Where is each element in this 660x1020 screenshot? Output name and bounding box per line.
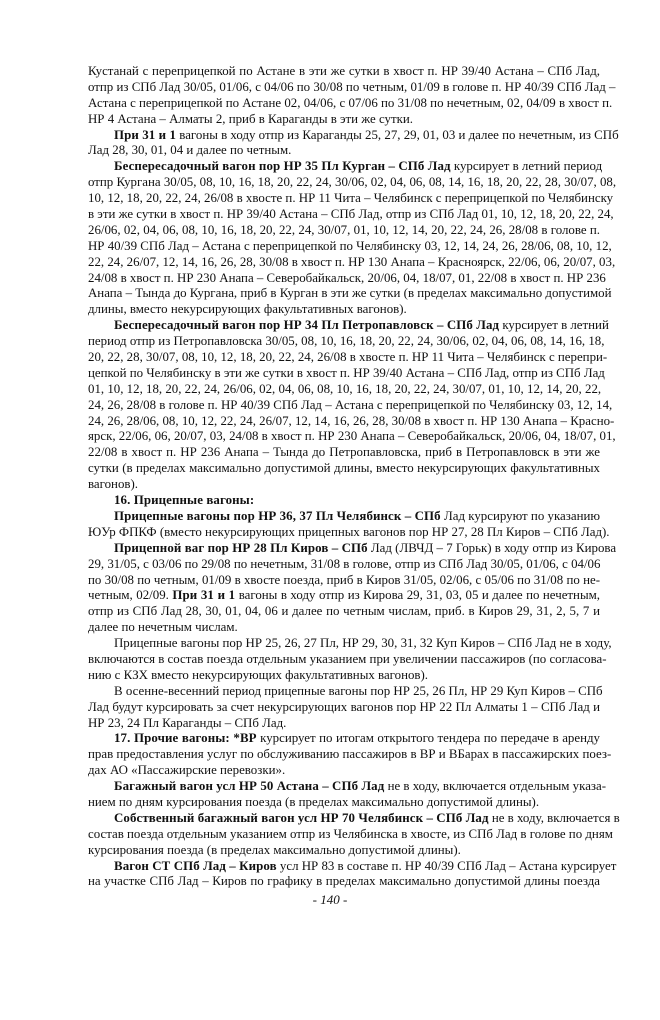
text-run: ЮУр ФПКФ (вместо некурсирующих прицепных вагонов пор НР 27, 28 Пл Киров – СПб Лад). (88, 524, 610, 539)
text-line (88, 64, 600, 80)
text-run: 10, 12, 18, 20, 22, 24, 26/08 в хвосте п. НР 11 Чита – Челябинск с переприцепкой по Челябинску (88, 191, 614, 206)
text-line (88, 668, 600, 684)
text-line (88, 493, 600, 509)
text-line (88, 651, 607, 668)
text-line (88, 286, 612, 302)
text-line (88, 573, 600, 589)
text-line (88, 826, 613, 843)
bold-text: Прицепной ваг пор НР 28 Пл Киров – СПб (114, 540, 368, 555)
text-line (88, 429, 616, 445)
text-run: 29, 31/05, с 03/06 по 29/08 по нечетным, 31/08 в голове, отпр из СПб Лад 30/05, 01/06, с 04/06 (88, 556, 601, 571)
text-run: период отпр из Петропавловска 30/05, 08, 10, 16, 18, 20, 22, 24, 30/06, 02, 04, 06, 08, 14, 16, 18, (88, 334, 605, 349)
text-line (88, 207, 614, 223)
text-line (88, 795, 600, 811)
bold-text: Вагон СТ СПб Лад – Киров (114, 858, 277, 873)
text-run: прав предоставления услуг по обслуживанию пассажиров в ВР и ВБарах в пассажирских поез- (88, 747, 612, 762)
text-line (88, 763, 600, 779)
text-run: отпр из СПб Лад 28, 30, 01, 04, 06 и далее по четным числам, приб. в Киров 29, 31, 2, 5, 7 и (88, 604, 600, 619)
text-line (88, 858, 617, 875)
text-line (88, 143, 600, 159)
text-line (88, 159, 603, 175)
bold-text: 17. Прочие вагоны: *ВР (114, 731, 257, 746)
text-run: Прицепные вагоны пор НР 25, 26, 27 Пл, НР 29, 30, 31, 32 Куп Киров – СПб Лад не в ходу, (114, 636, 612, 651)
text-line (88, 191, 614, 207)
text-run: Лад (ЛВЧД – 7 Горьк) в ходу отпр из Кирова (367, 540, 617, 555)
text-run: четным, 02/09. (88, 588, 173, 603)
text-run: не в ходу, включается отдельным указа- (384, 779, 607, 794)
text-run: 24/08 в хвост п. НР 230 Анапа – Северобайкальск, 20/06, 04, 18/07, 01, 22/08 в хвост п. НР 236 (88, 270, 606, 285)
text-run: 22, 24, 26/07, 12, 14, 16, 26, 28, 30/08 в хвост п. НР 130 Анапа – Красноярск, 22/06, 06, 20/07, 03, (88, 254, 616, 269)
text-line (88, 95, 613, 112)
text-run: не в ходу, включается в (488, 810, 620, 825)
text-run: дах АО «Пассажирские перевозки». (88, 763, 286, 778)
text-run: 26/06, 02, 04, 06, 08, 10, 16, 18, 20, 22, 24, 30/07, 01, 10, 12, 14, 20, 22, 24, 26, 28/08 в голове п. (88, 222, 600, 237)
text-run: 20, 22, 28, 30/07, 08, 10, 12, 18, 20, 22, 24, 26/08 в хвосте п. НР 11 Чита – Челябинск с перепри- (88, 350, 608, 365)
text-line (88, 509, 600, 525)
bold-text: Багажный вагон усл НР 50 Астана – СПб Лад (114, 779, 385, 794)
text-run: вагонов). (88, 477, 138, 492)
text-line (88, 302, 600, 318)
text-line (88, 175, 617, 191)
text-line (88, 79, 616, 96)
text-line (88, 731, 600, 747)
text-run: далее по нечетным числам. (88, 620, 238, 635)
text-run: включаются в состав поезда отдельным указанием при увеличении пассажиров (по согласова- (88, 651, 607, 666)
text-run: в эти же сутки в хвост п. НР 39/40 Астана – СПб Лад, отпр из СПб Лад 01, 10, 12, 18, 20, 22, 24, (88, 207, 614, 222)
text-run: отпр Кургана 30/05, 08, 10, 16, 18, 20, 22, 24, 30/06, 02, 04, 06, 08, 14, 16, 18, 20, 22, 28, 30/07, 08, (88, 175, 617, 190)
text-line (88, 477, 600, 493)
text-line (88, 810, 620, 827)
text-run: отпр из СПб Лад 30/05, 01/06, с 04/06 по 30/08 по четным, 01/09 в голове п. НР 40/39 СПб Лад – (88, 79, 616, 94)
text-run: курсирует по итогам открытого тендера по передаче в аренду (256, 731, 601, 746)
text-line (88, 270, 606, 287)
text-line (88, 112, 600, 128)
text-run: В осенне-весенний период прицепные вагоны пор НР 25, 26 Пл, НР 29 Куп Киров – СПб (114, 683, 603, 698)
text-run: вагоны в ходу отпр из Караганды 25, 27, 29, 01, 03 и далее по нечетным, из СПб (176, 127, 619, 142)
text-run: Кустанай с переприцепкой по Астане в эти же сутки в хвост п. НР 39/40 Астана – СПб Лад, (88, 64, 600, 78)
text-line (88, 238, 612, 255)
text-line (88, 445, 600, 461)
text-line (88, 524, 610, 541)
text-line (88, 700, 600, 716)
text-line (88, 604, 600, 620)
text-run: 24, 26, 28/08 в голове п. НР 40/39 СПб Лад – Астана с переприцепкой по Челябинску 03, 12, 14, (88, 397, 613, 412)
text-run: усл НР 83 в составе п. НР 40/39 СПб Лад – Астана курсирует (276, 858, 617, 873)
text-run: НР 23, 24 Пл Караганды – СПб Лад. (88, 715, 287, 730)
text-line (88, 636, 612, 652)
document-body (88, 64, 620, 890)
text-run: 22/08 в хвост п. НР 236 Анапа – Тында до Петропавловска, приб в Петропавловск в эти же (88, 445, 600, 460)
text-run: курсирования поезда (в пределах максимально допустимой длины). (88, 842, 461, 857)
bold-text: Беспересадочный вагон пор НР 35 Пл Курган – СПб Лад (114, 159, 451, 174)
text-run: Лад будут курсировать за счет некурсирующих вагонов пор НР 22 Пл Алматы 1 – СПб Лад и (88, 699, 600, 714)
text-line (88, 716, 600, 732)
text-line (88, 683, 603, 700)
text-line (88, 540, 617, 557)
text-line (88, 127, 619, 144)
text-run: курсирует в летний (499, 318, 609, 333)
text-line (88, 397, 613, 414)
text-run: нием по дням курсирования поезда (в пределах максимально допустимой длины). (88, 794, 540, 809)
text-run: длины, вместо некурсирующих факультативных вагонов). (88, 302, 407, 317)
text-run: курсирует в летний период (450, 159, 603, 174)
text-run: Лад курсируют по указанию (440, 508, 600, 523)
text-line (88, 413, 615, 430)
text-line (88, 254, 616, 271)
text-line (88, 334, 605, 350)
text-run: 01, 10, 12, 18, 20, 22, 24, 26/06, 02, 04, 06, 08, 10, 16, 18, 20, 22, 24, 30/07, 01, 10, 12, 14, 20, 22, (88, 381, 602, 396)
text-line (88, 747, 612, 763)
text-line (88, 365, 605, 382)
text-line (88, 779, 607, 795)
bold-text: При 31 и 1 (172, 588, 236, 603)
text-run: Анапа – Тында до Кургана, приб в Курган в эти же сутки (в пределах максимально допустимой (88, 286, 612, 301)
page-number: - 140 - (312, 892, 348, 907)
text-run: состав поезда отдельным указанием отпр из Челябинска в хвосте, из СПб Лад в голове по дням (88, 826, 613, 841)
text-run: сутки (в пределах максимально допустимой длины, вместо некурсирующих факультативных (88, 461, 600, 476)
text-run: Лад 28, 30, 01, 04 и далее по четным. (88, 143, 292, 158)
text-line (88, 588, 600, 604)
text-line (88, 843, 600, 859)
text-line (88, 318, 609, 334)
text-run: НР 40/39 СПб Лад – Астана с переприцепкой по Челябинску 03, 12, 14, 24, 26, 28/06, 08, 10, 12, (88, 238, 612, 253)
bold-text: Прицепные вагоны пор НР 36, 37 Пл Челябинск – СПб (114, 508, 441, 523)
text-line (88, 557, 600, 573)
text-run: ярск, 22/06, 06, 20/07, 03, 24/08 в хвост п. НР 230 Анапа – Северобайкальск, 20/06, 04, 18/07, 01, (88, 429, 616, 444)
text-run: цепкой по Челябинску в эти же сутки в хвост п. НР 39/40 Астана – СПб Лад, отпр из СПб Лад (88, 365, 605, 380)
text-run: вагоны в ходу отпр из Кирова 29, 31, 03, 05 и далее по нечетным, (235, 588, 600, 603)
bold-text: При 31 и 1 (114, 127, 177, 142)
text-run: Астана с переприцепкой по Астане 02, 04/06, с 07/06 по 31/08 по нечетным, 02, 04/09 в хвост п. (88, 95, 613, 110)
bold-text: 16. Прицепные вагоны: (114, 493, 255, 508)
text-line (88, 382, 600, 398)
text-run: НР 4 Астана – Алматы 2, приб в Караганды в эти же сутки. (88, 111, 413, 126)
bold-text: Собственный багажный вагон усл НР 70 Челябинск – СПб Лад (114, 810, 489, 825)
text-line (88, 461, 600, 477)
text-line (88, 620, 600, 636)
text-run: по 30/08 по четным, 01/09 в хвосте поезда, приб в Киров 31/05, 02/06, с 05/06 по 31/08 по не- (88, 572, 600, 587)
text-run: на участке СПб Лад – Киров по графику в пределах максимально допустимой длины поезда (88, 874, 600, 889)
bold-text: Беспересадочный вагон пор НР 34 Пл Петропавловск – СПб Лад (114, 318, 500, 333)
text-line (88, 350, 608, 366)
text-run: нию с КЗХ вместо некурсирующих факультативных вагонов). (88, 667, 429, 682)
text-line (88, 874, 600, 890)
text-line (88, 223, 600, 239)
text-run: 24, 26, 28/06, 08, 10, 12, 22, 24, 26/07, 12, 14, 16, 26, 28, 30/08 в хвост п. НР 130 Анапа – Красно- (88, 413, 615, 428)
